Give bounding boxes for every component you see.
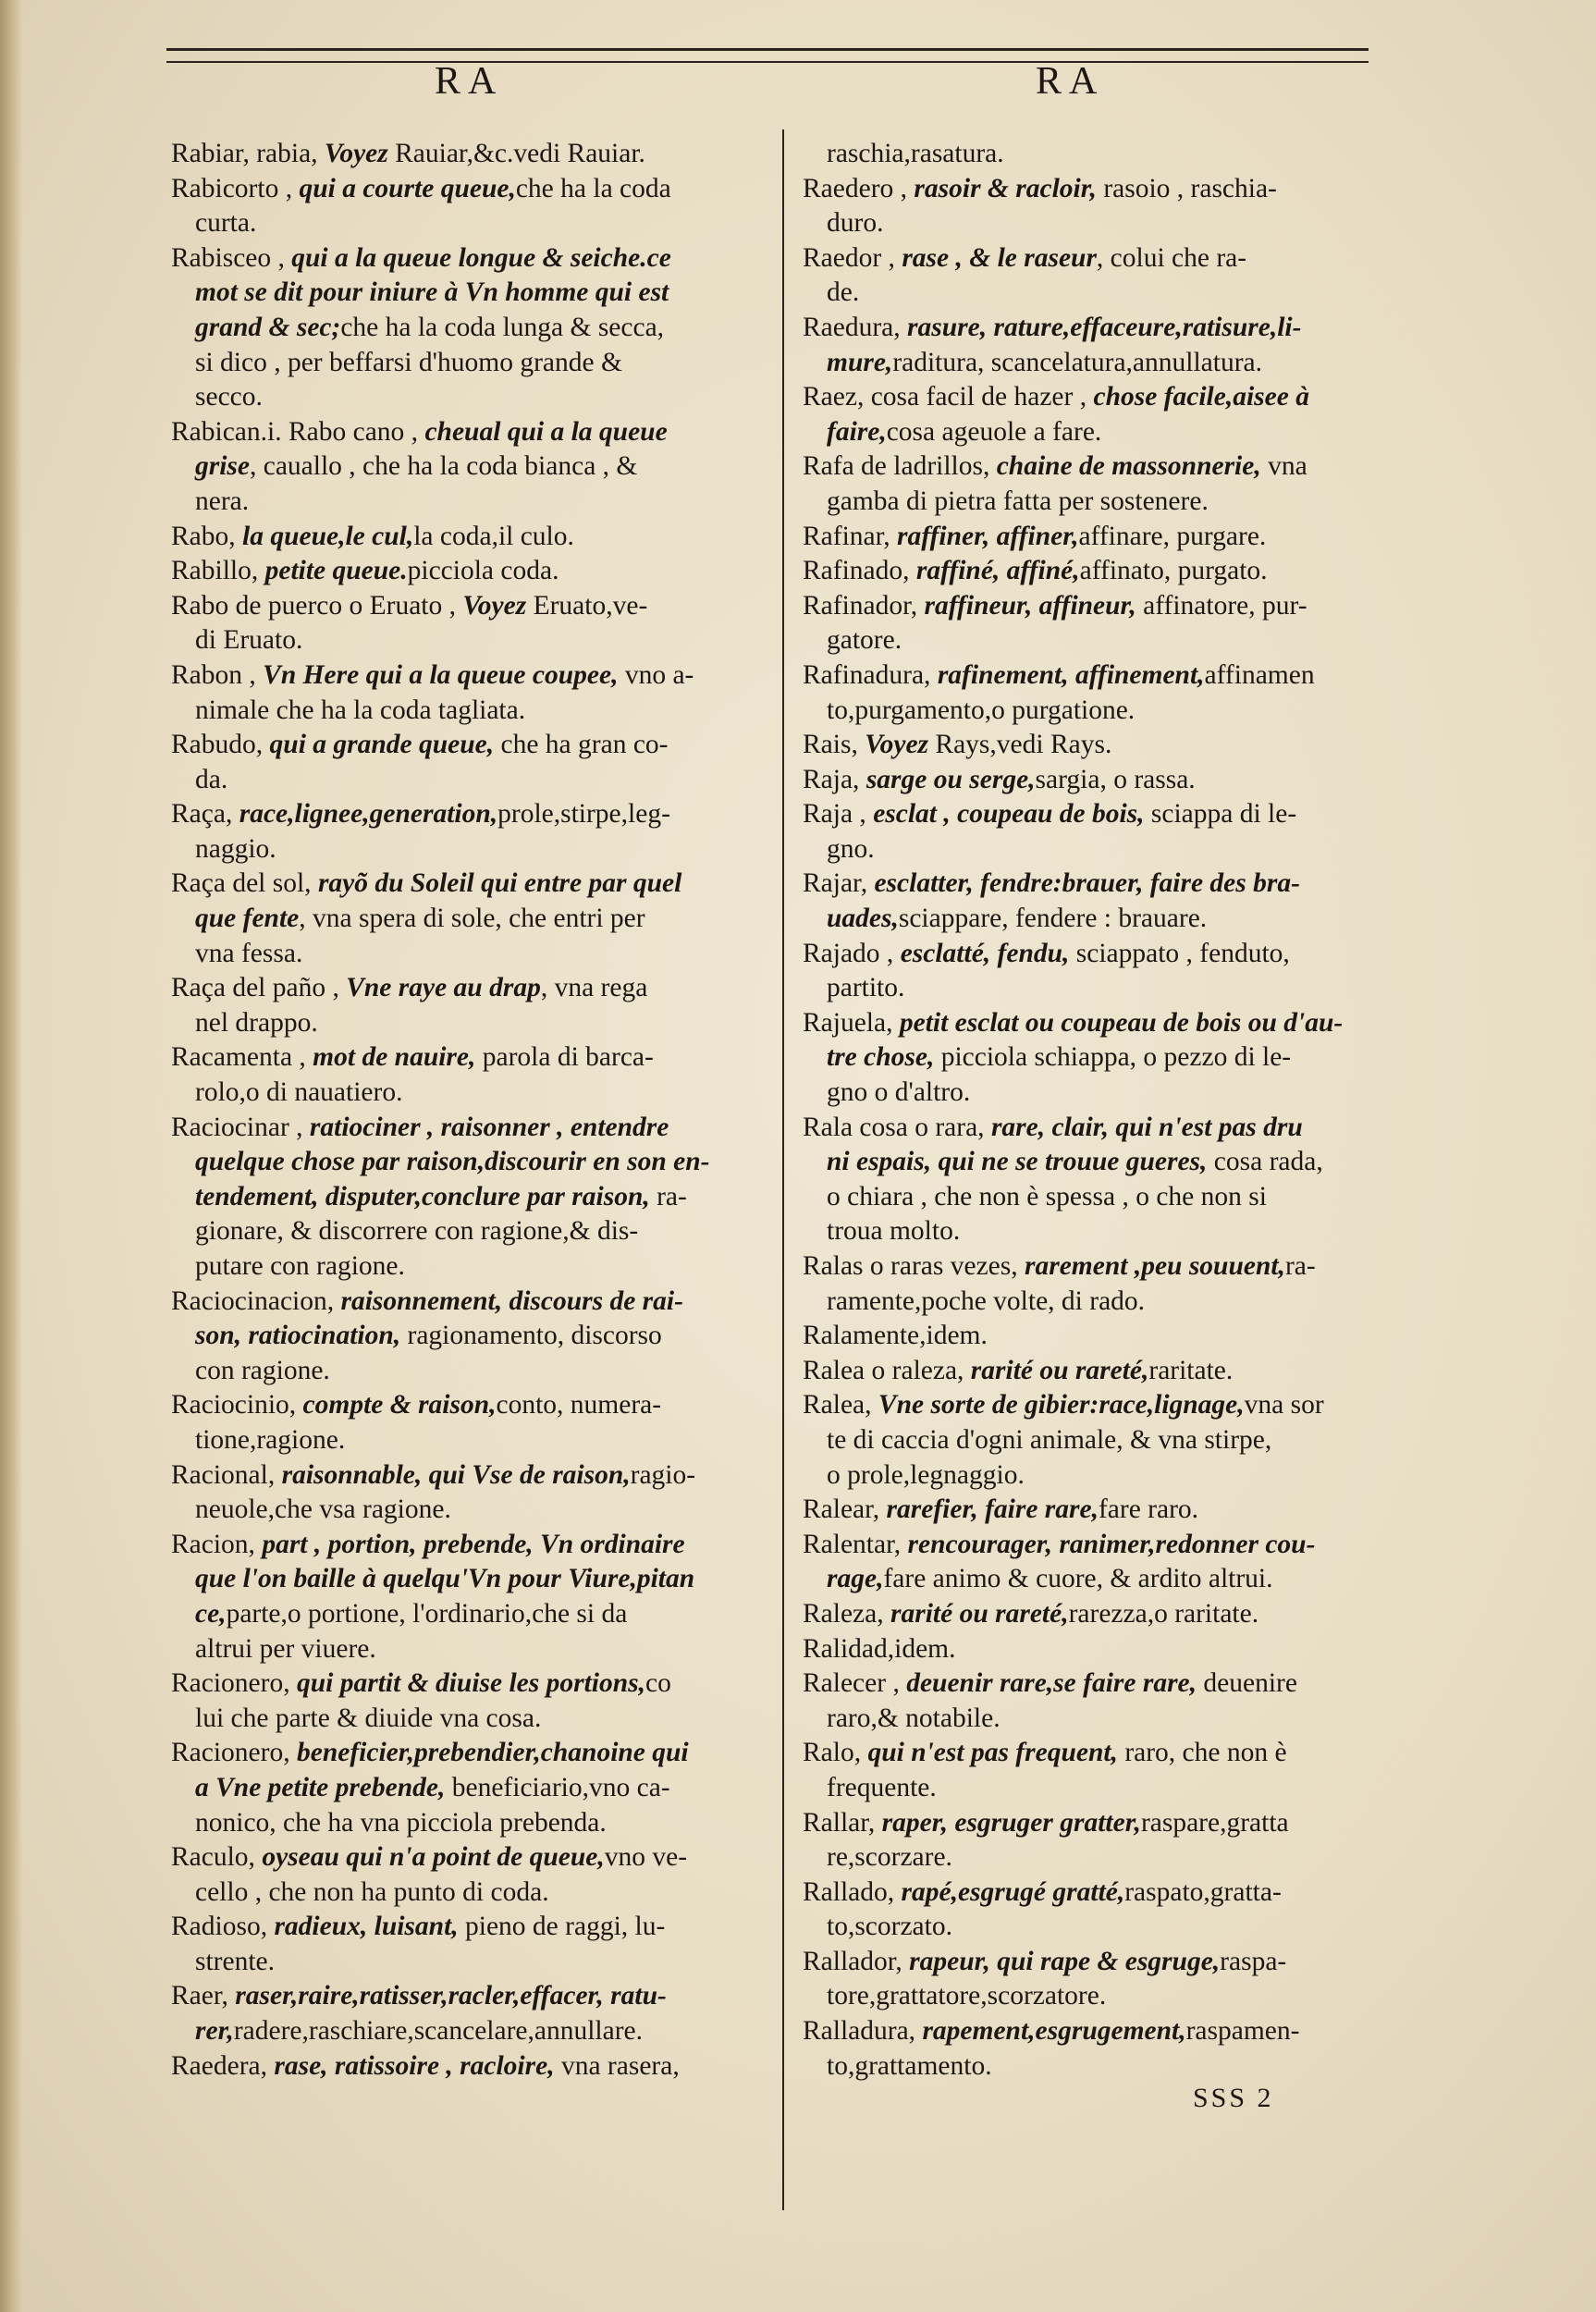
entry-line: Raer, raser,raire,ratisser,racler,effacer, ratu- — [171, 1981, 667, 2011]
entry-line: raro,& notabile. — [827, 1703, 1001, 1733]
french-gloss: oyseau qui n'a point de queue, — [262, 1842, 605, 1873]
dictionary-entry — [803, 172, 1404, 241]
dictionary-entry — [803, 867, 1404, 936]
dictionary-entry — [803, 1319, 1404, 1354]
french-gloss: Vne raye au drap — [346, 973, 541, 1003]
entry-line: Ralladura, rapement,esgrugement,raspamen- — [803, 2016, 1300, 2047]
entry-line: Raça del paño , Vne raye au drap, vna rega — [171, 973, 648, 1003]
entry-line: putare con ragione. — [195, 1251, 405, 1281]
entry-line: tre chose, picciola schiappa, o pezzo di le- — [827, 1042, 1292, 1073]
french-gloss: uades, — [827, 904, 899, 934]
french-gloss: la queue,le cul, — [242, 521, 414, 551]
dictionary-entry — [171, 1040, 763, 1110]
entry-line: Rafinar, raffiner, affiner,affinare, purgare. — [803, 521, 1267, 551]
dictionary-entry — [803, 1632, 1404, 1667]
french-gloss: tre chose, — [827, 1042, 935, 1073]
dictionary-entry — [803, 2014, 1404, 2084]
french-gloss: rapeur, qui rape & esgruge, — [909, 1946, 1221, 1976]
french-gloss: rase , & le raseur — [902, 242, 1097, 273]
entry-line: Raleza, rarité ou rareté,rarezza,o raritate. — [803, 1598, 1259, 1629]
french-gloss: rasure, rature,effaceure,ratisure,li- — [907, 312, 1302, 342]
french-gloss: mot de nauire, — [313, 1042, 476, 1073]
dictionary-entry — [803, 554, 1404, 589]
dictionary-entry — [171, 658, 763, 728]
entry-line: ramente,poche volte, di rado. — [827, 1285, 1146, 1316]
dictionary-entry — [803, 1111, 1404, 1249]
signature-mark: SSS 2 — [1193, 2083, 1274, 2113]
french-gloss: faire, — [827, 416, 887, 447]
entry-line: to,scorzato. — [827, 1912, 952, 1942]
entry-line: Ralo, qui n'est pas frequent, raro, che non è — [803, 1738, 1287, 1768]
dictionary-entry — [803, 1249, 1404, 1319]
entry-line: Rabudo, qui a grande queue, che ha gran co- — [171, 730, 669, 760]
entry-line: que fente, vna spera di sole, che entri per — [195, 904, 645, 934]
dictionary-entry — [171, 1388, 763, 1457]
entry-line: Rallado, rapé,esgrugé gratté,raspato,gratta- — [803, 1876, 1282, 1907]
entry-line: Ralecer , deuenir rare,se faire rare, deuenire — [803, 1668, 1297, 1699]
entry-line: rage,fare animo & cuore, & ardito altrui. — [827, 1564, 1273, 1594]
french-gloss: raffiner, affiner, — [897, 521, 1079, 551]
entry-line: Raça del sol, rayõ du Soleil qui entre par quel — [171, 868, 682, 899]
dictionary-entry — [171, 1285, 763, 1389]
dictionary-entry — [171, 2049, 763, 2084]
entry-line: Raedura, rasure, rature,effaceure,ratisure,li- — [803, 312, 1302, 342]
french-gloss: son, ratiocination, — [195, 1321, 401, 1351]
entry-line: Rafinadura, rafinement, affinement,affinamen — [803, 659, 1315, 690]
entry-line: Raciocinacion, raisonnement, discours de rai- — [171, 1285, 683, 1316]
entry-line: re,scorzare. — [827, 1842, 952, 1873]
dictionary-entry — [171, 971, 763, 1040]
entry-line — [171, 276, 763, 311]
french-gloss: radieux, luisant, — [274, 1912, 459, 1942]
dictionary-entry — [171, 415, 763, 520]
french-gloss: qui n'est pas frequent, — [867, 1738, 1118, 1768]
entry-line: Rafa de ladrillos, chaine de massonnerie, vna — [803, 451, 1307, 482]
french-gloss: rencourager, ranimer,redonner cou- — [907, 1529, 1316, 1559]
entry-line: Raça, race,lignee,generation,prole,stirpe,leg- — [171, 799, 670, 830]
entry-line: Ralear, rarefier, faire rare,fare raro. — [803, 1494, 1199, 1525]
right-column — [803, 137, 1404, 2084]
french-gloss: qui a grande queue, — [269, 730, 495, 760]
french-gloss: rafinement, affinement, — [937, 659, 1205, 690]
entry-line: Ralidad,idem. — [803, 1633, 956, 1664]
entry-line: nonico, che ha vna picciola prebenda. — [195, 1807, 607, 1838]
dictionary-entry — [803, 728, 1404, 763]
entry-line: Rais, Voyez Rays,vedi Rays. — [803, 730, 1112, 760]
french-gloss: raser,raire,ratisser,racler,effacer, ratu- — [235, 1981, 667, 2011]
entry-line: Rabo de puerco o Eruato , Voyez Eruato,ve- — [171, 590, 648, 621]
entry-line: Racionero, qui partit & diuise les portions,co — [171, 1668, 671, 1699]
french-gloss: Vn Here qui a la queue coupee, — [263, 659, 619, 690]
dictionary-entry — [171, 797, 763, 867]
entry-line: Racion, part , portion, prebende, Vn ordinaire — [171, 1529, 685, 1559]
dictionary-entry — [171, 1910, 763, 1979]
entry-line: Raculo, oyseau qui n'a point de queue,vno ve- — [171, 1842, 688, 1873]
french-gloss: esclat , coupeau de bois, — [873, 799, 1145, 830]
french-gloss: petit esclat ou coupeau de bois ou d'au- — [899, 1007, 1344, 1038]
french-gloss: que l'on baille à quelqu'Vn pour Viure,pitan — [195, 1564, 695, 1594]
dictionary-entry — [803, 937, 1404, 1006]
dictionary-entry — [171, 520, 763, 555]
entry-line: Rabicorto , qui a courte queue,che ha la coda — [171, 173, 671, 203]
dictionary-entry — [171, 1528, 763, 1666]
entry-line: Rabisceo , qui a la queue longue & seiche.ce — [171, 242, 671, 273]
entry-line: naggio. — [195, 833, 276, 864]
entry-line: gamba di pietra fatta per sostenere. — [827, 486, 1209, 516]
dictionary-entry — [803, 1006, 1404, 1111]
french-gloss: qui a courte queue, — [299, 173, 516, 203]
header-rule — [166, 48, 1369, 51]
entry-line: Raja , esclat , coupeau de bois, sciappa di le- — [803, 799, 1297, 830]
dictionary-entry — [803, 1875, 1404, 1945]
french-gloss: rarité ou rareté, — [970, 1355, 1149, 1385]
entry-line: Racional, raisonnable, qui Vse de raison,ragio- — [171, 1459, 696, 1490]
dictionary-entry — [171, 728, 763, 797]
french-gloss: petite queue. — [264, 556, 408, 586]
dictionary-entry — [803, 449, 1404, 519]
entry-line: to,grattamento. — [827, 2050, 992, 2081]
entry-line: Rabon , Vn Here qui a la queue coupee, vno a- — [171, 659, 694, 690]
french-gloss: grise — [195, 451, 250, 482]
entry-line: o chiara , che non è spessa , o che non si — [827, 1181, 1267, 1211]
entry-line: te di caccia d'ogni animale, & vna stirpe, — [827, 1424, 1272, 1455]
french-gloss: deuenir rare,se faire rare, — [906, 1668, 1197, 1699]
french-gloss: rarité ou rareté, — [890, 1598, 1069, 1629]
french-gloss: cheual qui a la queue — [424, 416, 668, 447]
entry-line: Ralea, Vne sorte de gibier:race,lignage,vna sor — [803, 1390, 1324, 1420]
french-gloss: raffiné, affiné, — [915, 556, 1080, 586]
dictionary-entry — [803, 1736, 1404, 1805]
entry-line: Ralas o raras vezes, rarement ,peu souuent,ra- — [803, 1251, 1316, 1281]
dictionary-entry — [171, 1458, 763, 1528]
entry-line: Rabillo, petite queue.picciola coda. — [171, 556, 559, 586]
entry-line: Rajar, esclatter, fendre:brauer, faire des bra- — [803, 868, 1300, 899]
entry-line: rer,radere,raschiare,scancelare,annullare. — [195, 2016, 643, 2047]
entry-line: partito. — [827, 973, 905, 1003]
entry-line: Raciocinio, compte & raison,conto, numera- — [171, 1390, 662, 1420]
entry-line: Racamenta , mot de nauire, parola di barca- — [171, 1042, 654, 1073]
french-gloss: raisonnement, discours de rai- — [340, 1285, 683, 1316]
entry-line: da. — [195, 764, 228, 794]
entry-line: Raedera, rase, ratissoire , racloire, vna rasera, — [171, 2050, 680, 2081]
header-rule-inner — [166, 61, 1369, 63]
dictionary-entry — [803, 1666, 1404, 1736]
french-gloss: Voyez — [462, 590, 527, 621]
french-gloss: rage, — [827, 1564, 884, 1594]
entry-line: Raedero , rasoir & racloir, rasoio , raschia- — [803, 173, 1277, 203]
entry-line: ni espais, qui ne se trouue gueres, cosa rada, — [827, 1147, 1323, 1177]
french-gloss: rare, clair, qui n'est pas dru — [990, 1112, 1303, 1142]
running-head-right: RA — [1036, 60, 1105, 103]
dictionary-entry — [803, 589, 1404, 658]
dictionary-entry — [803, 1354, 1404, 1389]
entry-line: Raedor , rase , & le raseur, colui che ra- — [803, 242, 1247, 273]
entry-line: con ragione. — [195, 1355, 330, 1385]
entry-line: Rallador, rapeur, qui rape & esgruge,raspa- — [803, 1946, 1287, 1976]
french-gloss: compte & raison, — [302, 1390, 497, 1420]
dictionary-entry — [803, 797, 1404, 867]
dictionary-entry — [171, 867, 763, 971]
entry-line: vna fessa. — [195, 938, 303, 968]
entry-line: tendement, disputer,conclure par raison, ra- — [195, 1181, 687, 1211]
entry-line: grise, cauallo , che ha la coda bianca , & — [195, 451, 638, 482]
entry-line: Raja, sarge ou serge,sargia, o rassa. — [803, 764, 1196, 794]
dictionary-entry — [171, 137, 763, 172]
entry-line: Rabo, la queue,le cul,la coda,il culo. — [171, 521, 574, 551]
entry-line: Ralamente,idem. — [803, 1321, 988, 1351]
french-gloss: grand & sec; — [195, 312, 341, 342]
french-gloss: rapement,esgrugement, — [922, 2016, 1186, 2047]
entry-line: Racionero, beneficier,prebendier,chanoine qui — [171, 1738, 689, 1768]
french-gloss: rayõ du Soleil qui entre par quel — [317, 868, 682, 899]
french-gloss: qui a la queue longue & seiche.ce — [291, 242, 671, 273]
entry-line: Rajado , esclatté, fendu, sciappato , fenduto, — [803, 938, 1290, 968]
entry-line: Radioso, radieux, luisant, pieno de raggi, lu- — [171, 1912, 666, 1942]
entry-line: di Eruato. — [195, 625, 303, 656]
french-gloss: Vne sorte de gibier:race,lignage, — [878, 1390, 1245, 1420]
dictionary-entry — [171, 1979, 763, 2048]
dictionary-entry — [803, 763, 1404, 798]
entry-line — [171, 1562, 763, 1597]
entry-line: faire,cosa ageuole a fare. — [827, 416, 1102, 447]
dictionary-entry — [803, 1493, 1404, 1528]
entry-line: Raciocinar , ratiociner , raisonner , entendre — [171, 1112, 669, 1142]
french-gloss: Voyez — [865, 730, 929, 760]
entry-line: nel drappo. — [195, 1007, 318, 1038]
dictionary-entry — [171, 1666, 763, 1736]
entry-line: raschia,rasatura. — [827, 139, 1004, 168]
french-gloss: raper, esgruger gratter, — [881, 1807, 1141, 1838]
entry-line: Rafinador, raffineur, affineur, affinatore, pur- — [803, 590, 1307, 621]
dictionary-entry — [803, 1597, 1404, 1632]
entry-line: ce,parte,o portione, l'ordinario,che si da — [195, 1598, 628, 1629]
entry-line: secco. — [195, 382, 263, 412]
dictionary-entry — [171, 554, 763, 589]
entry-line: mure,raditura, scancelatura,annullatura. — [827, 347, 1262, 377]
running-head-left: RA — [435, 60, 504, 103]
french-gloss: rasoir & racloir, — [914, 173, 1097, 203]
entry-line: gatore. — [827, 625, 902, 656]
page-edge — [0, 0, 22, 2312]
dictionary-entry — [171, 241, 763, 415]
entry-line: lui che parte & diuide vna cosa. — [195, 1703, 542, 1733]
dictionary-entry — [171, 172, 763, 241]
dictionary-entry — [803, 311, 1404, 380]
column-divider — [782, 129, 784, 2210]
dictionary-entry — [803, 1806, 1404, 1875]
dictionary-entry — [803, 1945, 1404, 2014]
french-gloss: beneficier,prebendier,chanoine qui — [296, 1738, 689, 1768]
entry-line: grand & sec;che ha la coda lunga & secca, — [195, 312, 665, 342]
french-gloss: raisonnable, qui Vse de raison, — [281, 1459, 631, 1490]
dictionary-entry — [803, 137, 1404, 172]
dictionary-entry — [171, 1840, 763, 1910]
dictionary-entry — [171, 1736, 763, 1840]
entry-line: de. — [827, 277, 860, 308]
french-gloss: part , portion, prebende, Vn ordinaire — [262, 1529, 685, 1559]
entry-line: strente. — [195, 1946, 276, 1976]
french-gloss: que fente — [195, 904, 300, 934]
dictionary-entry — [171, 1111, 763, 1285]
entry-line: Ralea o raleza, rarité ou rareté,raritate. — [803, 1355, 1234, 1385]
french-gloss: mot se dit pour iniure à Vn homme qui est — [195, 277, 669, 308]
entry-line: gno o d'altro. — [827, 1077, 971, 1108]
french-gloss: ce, — [195, 1598, 227, 1629]
entry-line: cello , che non ha punto di coda. — [195, 1876, 549, 1907]
french-gloss: esclatter, fendre:brauer, faire des bra- — [874, 868, 1300, 899]
entry-line: Rajuela, petit esclat ou coupeau de bois ou d'au- — [803, 1007, 1344, 1038]
entry-line: altrui per viuere. — [195, 1633, 376, 1664]
french-gloss: race,lignee,generation, — [239, 799, 498, 830]
entry-line: nimale che ha la coda tagliata. — [195, 695, 526, 725]
french-gloss: ratiociner , raisonner , entendre — [309, 1112, 669, 1142]
entry-line: o prole,legnaggio. — [827, 1459, 1025, 1490]
french-gloss: rapé,esgrugé gratté, — [901, 1876, 1125, 1907]
french-gloss: rase, ratissoire , racloire, — [274, 2050, 555, 2081]
entry-line: troua molto. — [827, 1216, 961, 1247]
entry-line: neuole,che vsa ragione. — [195, 1494, 451, 1525]
french-gloss: ni espais, qui ne se trouue gueres, — [827, 1147, 1208, 1177]
dictionary-entry — [803, 380, 1404, 449]
french-gloss: quelque chose par raison,discourir en son en- — [195, 1147, 710, 1177]
entry-line: gno. — [827, 833, 875, 864]
dictionary-entry — [803, 1528, 1404, 1597]
entry-line — [171, 1145, 763, 1180]
entry-line: son, ratiocination, ragionamento, discorso — [195, 1321, 662, 1351]
entry-line: Ralentar, rencourager, ranimer,redonner cou- — [803, 1529, 1316, 1559]
entry-line: curta. — [195, 208, 257, 239]
french-gloss: mure, — [827, 347, 893, 377]
french-gloss: a Vne petite prebende, — [195, 1772, 446, 1802]
dictionary-entry — [803, 1388, 1404, 1493]
dictionary-entry — [803, 520, 1404, 555]
french-gloss: Voyez — [324, 139, 388, 168]
french-gloss: chose facile,aisee à — [1093, 382, 1309, 412]
french-gloss: tendement, disputer,conclure par raison, — [195, 1181, 650, 1211]
entry-line: duro. — [827, 208, 884, 239]
dictionary-entry — [803, 658, 1404, 728]
entry-line: tore,grattatore,scorzatore. — [827, 1981, 1107, 2011]
left-column — [171, 137, 763, 2084]
french-gloss: sarge ou serge, — [866, 764, 1036, 794]
entry-line: Raez, cosa facil de hazer , chose facile,aisee à — [803, 382, 1309, 412]
entry-line: a Vne petite prebende, beneficiario,vno ca- — [195, 1772, 670, 1802]
dictionary-entry — [803, 241, 1404, 311]
french-gloss: chaine de massonnerie, — [996, 451, 1261, 482]
entry-line: nera. — [195, 486, 250, 516]
entry-line: tione,ragione. — [195, 1424, 346, 1455]
entry-line: Rafinado, raffiné, affiné,affinato, purgato. — [803, 556, 1268, 586]
french-gloss: qui partit & diuise les portions, — [296, 1668, 646, 1699]
entry-line: gionare, & discorrere con ragione,& dis- — [195, 1216, 639, 1247]
entry-line: uades,sciappare, fendere : brauare. — [827, 904, 1208, 934]
french-gloss: rarefier, faire rare, — [886, 1494, 1099, 1525]
entry-line: Rabican.i. Rabo cano , cheual qui a la queue — [171, 416, 668, 447]
entry-line: Rala cosa o rara, rare, clair, qui n'est pas dru — [803, 1112, 1303, 1142]
french-gloss: raffineur, affineur, — [924, 590, 1136, 621]
french-gloss: esclatté, fendu, — [900, 938, 1070, 968]
entry-line: to,purgamento,o purgatione. — [827, 695, 1136, 725]
entry-line: frequente. — [827, 1772, 937, 1802]
entry-line: si dico , per beffarsi d'huomo grande & — [195, 347, 622, 377]
entry-line: Rabiar, rabia, Voyez Rauiar,&c.vedi Rauiar. — [171, 139, 645, 168]
entry-line: rolo,o di nauatiero. — [195, 1077, 403, 1108]
dictionary-entry — [171, 589, 763, 658]
entry-line: Rallar, raper, esgruger gratter,raspare,gratta — [803, 1807, 1289, 1838]
french-gloss: rarement ,peu souuent, — [1025, 1251, 1285, 1281]
french-gloss: rer, — [195, 2016, 234, 2047]
